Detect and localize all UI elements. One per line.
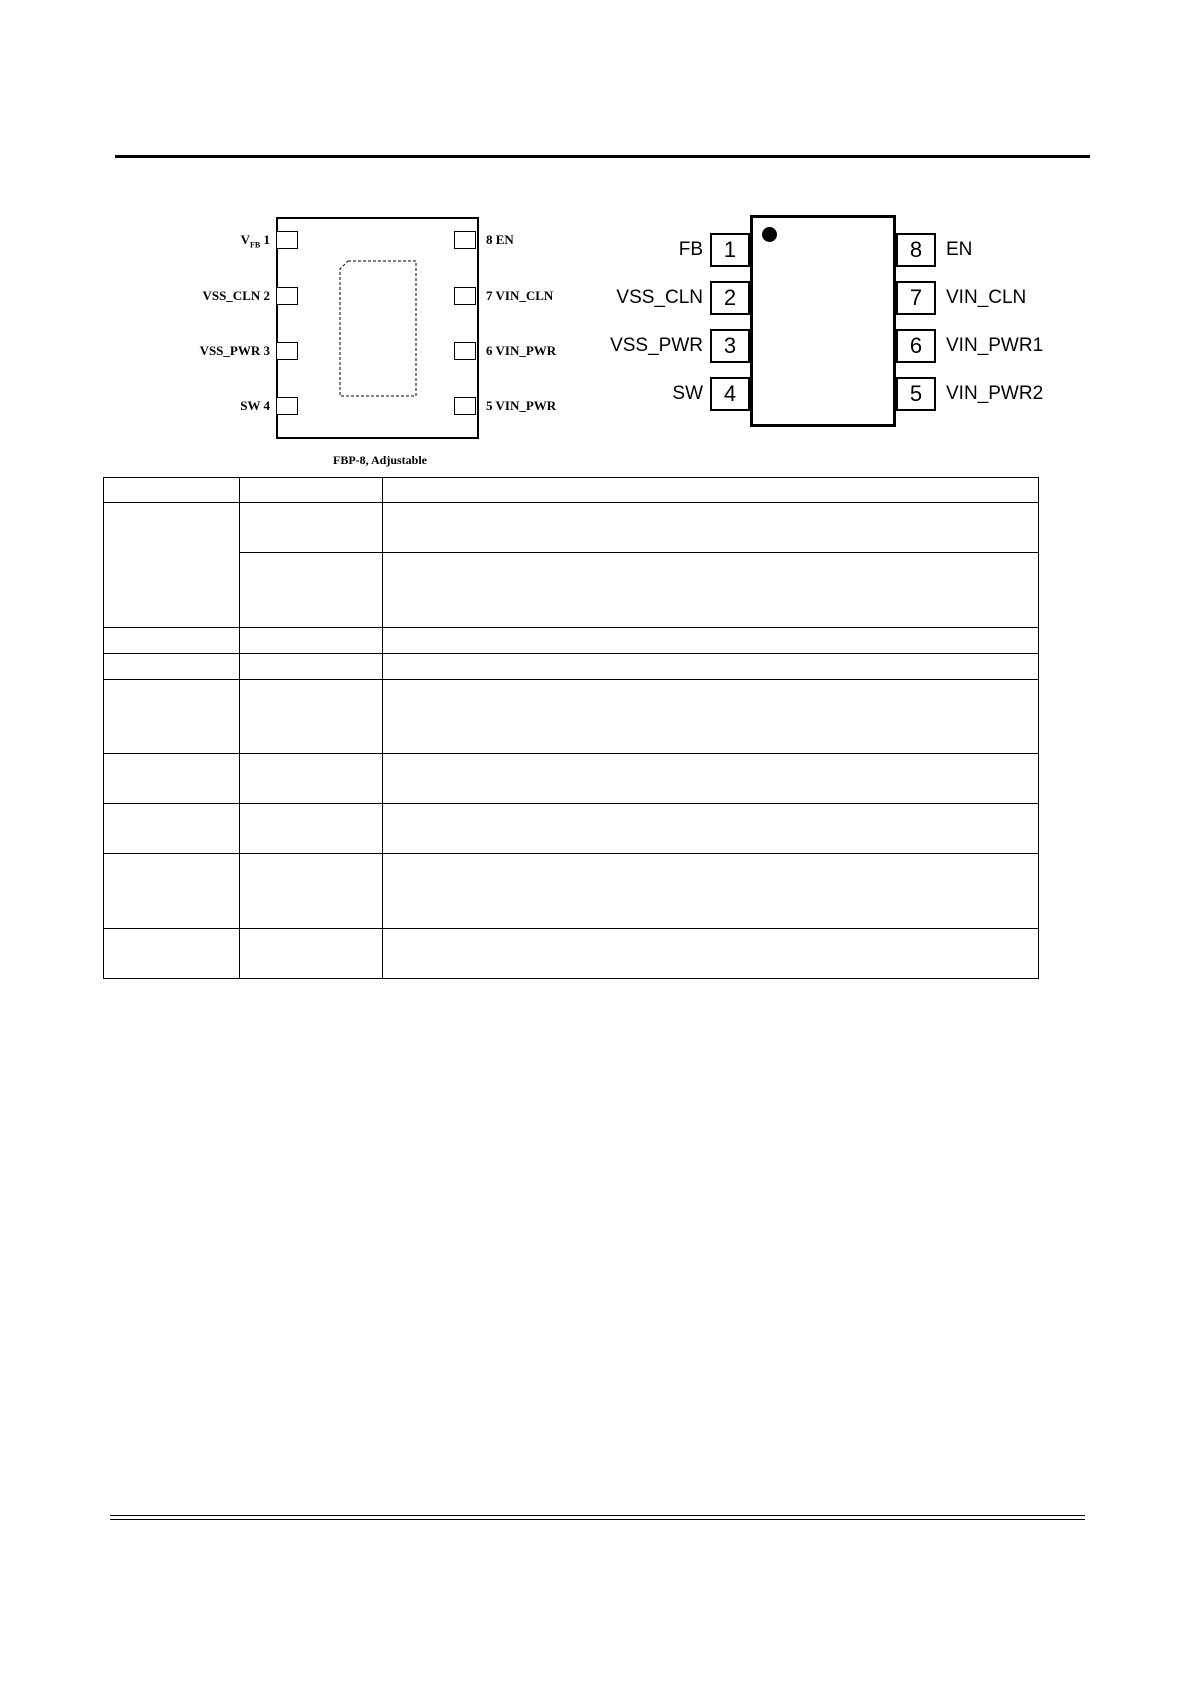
table-cell	[382, 654, 1038, 680]
pin-6-pad	[454, 342, 476, 360]
table-cell	[382, 929, 1038, 979]
table-cell	[240, 754, 382, 804]
pin-description-table	[103, 477, 1039, 979]
ic-pin-7-label: VIN_CLN	[946, 287, 1027, 308]
ic-pin-7: 7	[896, 281, 936, 315]
pin-2-pad	[276, 287, 298, 305]
ic-pin-2: 2	[710, 281, 750, 315]
table-row	[104, 754, 1039, 804]
table-cell	[382, 478, 1038, 503]
table-cell	[104, 628, 240, 654]
exposed-pad-outline	[338, 253, 418, 398]
ic-pin-1-label: FB	[678, 239, 703, 260]
pin-3-pad	[276, 342, 298, 360]
table-cell	[104, 680, 240, 754]
pin-8-label: 8 EN	[486, 232, 514, 247]
table-cell	[382, 680, 1038, 754]
pin-7-label: 7 VIN_CLN	[486, 288, 554, 303]
pin-4-pad	[276, 397, 298, 415]
table-cell	[240, 654, 382, 680]
table-row	[104, 503, 1039, 553]
table-cell	[382, 854, 1038, 929]
ic-pin-5: 5	[896, 377, 936, 411]
table-row	[104, 654, 1039, 680]
table-header-row	[104, 478, 1039, 503]
table-cell	[240, 804, 382, 854]
ic-pin-6-label: VIN_PWR1	[946, 335, 1044, 356]
table-cell	[240, 929, 382, 979]
pin1-marker-dot	[762, 227, 777, 242]
table-row	[104, 929, 1039, 979]
pin-5-pad	[454, 397, 476, 415]
pin-5-label: 5 VIN_PWR	[486, 398, 557, 413]
table-cell	[240, 854, 382, 929]
table-cell	[382, 628, 1038, 654]
table-cell	[104, 854, 240, 929]
table-cell	[104, 754, 240, 804]
ic-pin-8: 8	[896, 233, 936, 267]
ic-pinout-diagram	[600, 205, 1060, 435]
table-cell	[382, 503, 1038, 553]
pin-6-label: 6 VIN_PWR	[486, 343, 557, 358]
table-cell	[382, 553, 1038, 628]
table-cell	[104, 503, 240, 628]
ic-pin-3-label: VSS_PWR	[610, 335, 703, 356]
pin-3-label: VSS_PWR 3	[199, 343, 270, 358]
table-row	[104, 628, 1039, 654]
table-row	[104, 553, 1039, 628]
table-cell	[240, 503, 382, 553]
table-row	[104, 804, 1039, 854]
ic-pin-5-label: VIN_PWR2	[946, 383, 1044, 404]
ic-body	[750, 215, 896, 427]
table-cell	[104, 654, 240, 680]
table-cell	[240, 680, 382, 754]
ic-pin-4: 4	[710, 377, 750, 411]
fbp8-pinout-diagram	[190, 205, 570, 465]
table-row	[104, 680, 1039, 754]
table-cell	[382, 804, 1038, 854]
table-cell	[240, 478, 382, 503]
pin-4-label: SW 4	[240, 398, 270, 413]
footer-rule	[110, 1519, 1085, 1520]
ic-pin-6: 6	[896, 329, 936, 363]
ic-pin-2-label: VSS_CLN	[616, 287, 703, 308]
header-rule	[115, 155, 1090, 158]
table-cell	[104, 478, 240, 503]
footer-rule	[110, 1515, 1085, 1516]
table-cell	[104, 929, 240, 979]
ic-pin-3: 3	[710, 329, 750, 363]
pin-8-pad	[454, 231, 476, 249]
table-cell	[240, 553, 382, 628]
ic-pin-8-label: EN	[946, 239, 973, 260]
ic-pin-4-label: SW	[672, 383, 703, 404]
pin-1-pad	[276, 231, 298, 249]
pin-1-label: $V_{FB}$ 1	[240, 232, 270, 250]
table-row	[104, 854, 1039, 929]
table-cell	[382, 754, 1038, 804]
pin-2-label: VSS_CLN 2	[202, 288, 270, 303]
table-cell	[240, 628, 382, 654]
pin-7-pad	[454, 287, 476, 305]
table-cell	[104, 804, 240, 854]
package-caption: FBP-8, Adjustable	[332, 453, 427, 467]
ic-pin-1: 1	[710, 233, 750, 267]
